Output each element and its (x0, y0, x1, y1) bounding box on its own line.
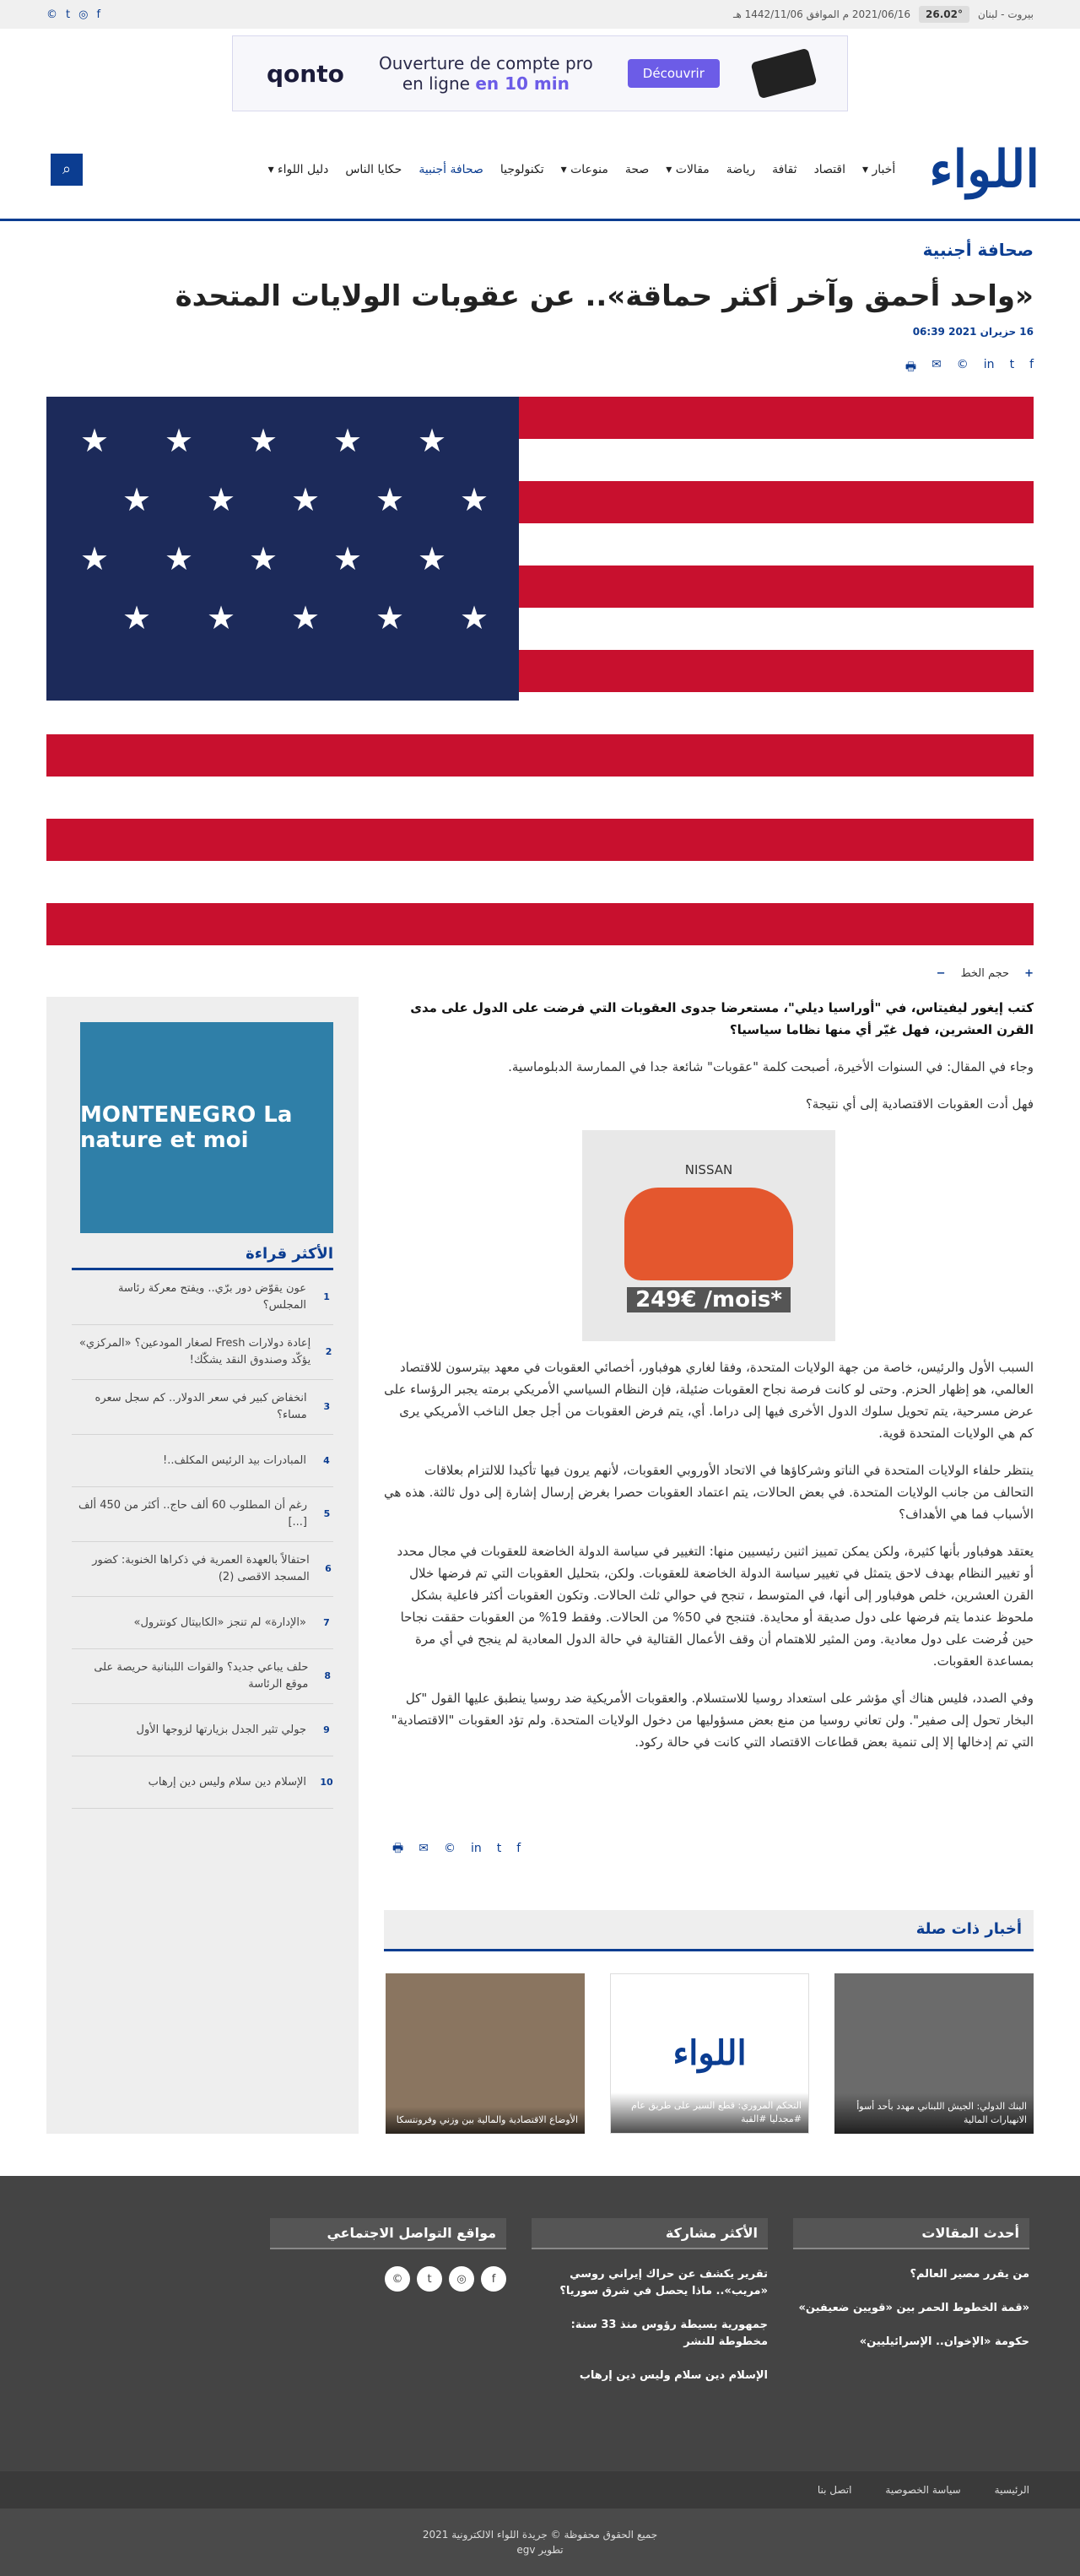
instagram-icon[interactable]: ◎ (449, 2266, 474, 2292)
developer-credit: تطوير egv (516, 2544, 564, 2556)
nav-item-people-stories[interactable]: حكايا الناس (345, 162, 402, 176)
most-read-item[interactable]: 6 احتفالاً بالعهدة العمرية في ذكراها الخنوبة: كضور المسجد الاقصى (2) (72, 1542, 333, 1597)
related-card[interactable] (386, 1973, 585, 2134)
article-paragraph: وجاء في المقال: في السنوات الأخيرة، أصبحت كلمة "عقوبات" شائعة جدا في الممارسة الدبلوماسية. (508, 1059, 1034, 1074)
article-body (384, 997, 1034, 2134)
footer-social (270, 2218, 506, 2429)
footer-latest-title: أحدث المقالات (793, 2218, 1029, 2249)
related-card-logo: اللواء (672, 2033, 747, 2073)
ad-text (379, 53, 593, 94)
most-read-item-title: عون يقوّض دور برّي.. ويفتح معركة رئاسة المجلس؟ (117, 1282, 307, 1312)
search-button[interactable] (51, 154, 83, 186)
most-read-title: الأكثر قراءة (72, 1245, 333, 1270)
facebook-icon[interactable]: f (481, 2266, 506, 2292)
main-nav (116, 163, 895, 176)
linkedin-icon[interactable]: in (470, 1842, 482, 1855)
hero-image-us-flag: ★ ★ ★ ★ ★ ★ ★ ★ ★ ★ ★ ★ ★ ★ ★ ★ ★ ★ ★ ★ (46, 397, 1034, 952)
footer-shared-title: الأكثر مشاركة (532, 2218, 768, 2249)
linkedin-icon[interactable]: in (983, 358, 995, 371)
email-icon[interactable]: ✉ (932, 358, 942, 371)
site-logo[interactable]: اللواء (929, 139, 1040, 199)
nav-item-health[interactable]: صحة (624, 162, 650, 176)
most-read-item-title: إعادة دولارات Fresh لصغار المودعين؟ «المركزي» يؤكّد وصندوق النقد يشكّك! (78, 1337, 311, 1366)
article-paragraph: السبب الأول والرئيس، خاصة من جهة الولايات المتحدة، وفقا لغاري هوفباور، أخصائي العقوبات في معهد بيترسون للاقتصاد العالمي، هو إظهار الحزم. وحتى لو كانت فرصة نجاح العقوبات ضئيلة، فإن النظام السياسي الأمريكي برمته يجبر الرؤساء على عرض مسرحية، يتم تحويل سلوك الدول الأخرى فيها إلى دراما. أي، يتم فرض العقوبات من أجل جعل الناخب الأمريكي يرى كم هي الولايات المتحدة قوية. (384, 1360, 1034, 1441)
flag-canton (46, 397, 519, 701)
most-read-item[interactable]: 10 الإسلام دين سلام وليس دين إرهاب (72, 1756, 333, 1809)
ad-cta-button[interactable]: Découvrir (628, 59, 720, 88)
footer-most-shared (532, 2218, 768, 2429)
twitter-icon[interactable]: t (417, 2266, 442, 2292)
most-read-item[interactable]: 5 رغم أن المطلوب 60 ألف حاج.. أكثر من 450 ألف [...] (72, 1487, 333, 1542)
ad-card-image (750, 48, 817, 100)
print-icon[interactable]: 🖶 (392, 1842, 404, 1855)
inline-ad-car-image (624, 1188, 793, 1280)
related-card[interactable] (610, 1973, 809, 2134)
twitter-icon[interactable]: t (1009, 358, 1015, 371)
sidebar-ad[interactable]: MONTENEGRO La nature et moi (80, 1022, 333, 1233)
article-paragraph: وفي الصدد، فليس هناك أي مؤشر على استعداد روسيا للاستسلام. والعقوبات الأمريكية ضد روسيا ينطبق عليها القول "كل البخار تحول إلى صفير". ولن تعاني روسيا من منع بعض مسؤوليها من دخول الولايات المتحدة. ولم تؤد العقوبات "الاقتصادية" التي تم إدخالها إلا إلى تنمية بعض قطاعات الاقتصاد التي كانت في حالة ركود. (391, 1691, 1034, 1750)
copyright (0, 2508, 1080, 2576)
article-paragraph: كتب إيغور ليفيتاس، في "أوراسيا ديلي"، مستعرضا جدوى العقوبات التي فرضت على الدول على مدى القرن العشرين، فهل غيّر أي منها نظاما سياسيا؟ (410, 1000, 1034, 1037)
date-text: 2021/06/16 م الموافق 1442/11/06 هـ (732, 8, 911, 20)
footer-social-title: مواقع التواصل الاجتماعي (270, 2218, 506, 2249)
related-card-title: البنك الدولي: الجيش اللبناني مهدد بأحد أسوأ الانهيارات المالية (834, 2093, 1034, 2134)
most-read-item-title: حلف يباعي جديد؟ والقوات اللبنانية حريصة على موقع الرئاسة (94, 1661, 309, 1691)
footer-latest (793, 2218, 1029, 2429)
whatsapp-icon[interactable]: © (46, 8, 57, 21)
most-read-item-title: الإسلام دين سلام وليس دين إرهاب (148, 1775, 306, 1789)
share-bar-bottom (384, 1837, 1034, 1859)
footer-social-icons (270, 2266, 506, 2292)
top-bar (0, 0, 1080, 29)
nav-item-guide[interactable]: دليل اللواء ▾ (267, 162, 329, 176)
top-social-icons (46, 8, 100, 21)
facebook-icon[interactable]: f (96, 8, 101, 21)
article-layout (46, 997, 1034, 2134)
font-increase-button[interactable]: + (1024, 967, 1034, 980)
footer-contact-link[interactable]: اتصل بنا (817, 2484, 852, 2496)
nav-item-culture[interactable]: ثقافة (772, 162, 797, 176)
twitter-icon[interactable]: t (66, 8, 71, 21)
most-read-item[interactable]: 9 جولي تثير الجدل بزيارتها لزوجها الأول (72, 1704, 333, 1756)
footer-bottom-links (0, 2471, 1080, 2508)
whatsapp-icon[interactable]: © (385, 2266, 410, 2292)
nav-item-news[interactable]: أخبار ▾ (862, 162, 896, 176)
most-read-item-title: جولي تثير الجدل بزيارتها لزوجها الأول (136, 1723, 306, 1736)
article-paragraph: ينتظر حلفاء الولايات المتحدة في الناتو وشركاؤها في الاتحاد الأوروبي العقوبات، لأنهم يرون فيها تأكيدا للالتزام بعلاقات التحالف من جانب الولايات المتحدة. في بعض الحالات، يتم اعتماد العقوبات حصرا بغرض إرسال إشارة إلى دول ثالثة. هذه هي الأسباب فما هي الأهداف؟ (383, 1463, 1034, 1522)
related-news-title: أخبار ذات صلة (384, 1910, 1034, 1951)
section-label[interactable]: صحافة أجنبية (922, 240, 1034, 260)
footer-privacy-link[interactable]: سياسة الخصوصية (885, 2484, 961, 2496)
ad-text-line1: Ouverture de compte pro (378, 53, 593, 73)
related-news (384, 1910, 1034, 2134)
footer (0, 2176, 1080, 2471)
copyright-text: جميع الحقوق محفوظة © جريدة اللواء الالكترونية 2021 (422, 2529, 658, 2541)
related-card-title: التحكم المروري: قطع السير على طريق عام #مجدليا #القبة (611, 2092, 808, 2133)
site-header (0, 120, 1080, 221)
whatsapp-icon[interactable]: © (443, 1842, 456, 1855)
ad-text-highlight: en 10 min (475, 73, 570, 94)
most-read-item-title: «الإدارة» لم تنجز «الكابيتال كونترول» (133, 1615, 306, 1629)
nav-item-foreign-press[interactable]: صحافة أجنبية (418, 162, 483, 176)
most-read-item[interactable]: 7 «الإدارة» لم تنجز «الكابيتال كونترول» (72, 1597, 333, 1649)
most-read-item[interactable]: 3 انخفاض كبير في سعر الدولار.. كم سجل سعره مساء؟ (72, 1380, 333, 1435)
search-icon: ⌕ (62, 160, 72, 178)
instagram-icon[interactable]: ◎ (78, 8, 89, 21)
print-icon[interactable]: 🖶 (904, 360, 917, 374)
top-info (733, 6, 1034, 23)
nav-item-articles[interactable]: مقالات ▾ (666, 162, 710, 176)
related-card-title: الأوضاع الاقتصادية والمالية بين وزني وفرونتسكا (386, 2107, 585, 2134)
article-paragraph: فهل أدت العقوبات الاقتصادية إلى أي نتيجة؟ (805, 1096, 1034, 1112)
email-icon[interactable]: ✉ (418, 1842, 429, 1855)
most-read-item[interactable]: 4 المبادرات بيد الرئيس المكلف..! (72, 1435, 333, 1487)
most-read-item-title: انخفاض كبير في سعر الدولار.. كم سجل سعره مساء؟ (94, 1392, 307, 1421)
nav-item-economy[interactable]: اقتصاد (813, 162, 846, 176)
sidebar (46, 997, 359, 2134)
footer-link[interactable]: حكومة «الإخوان.. الإسرائيليين» (859, 2335, 1029, 2348)
article-title: «واحد أحمق وآخر أكثر حماقة».. عن عقوبات الولايات المتحدة (175, 279, 1034, 313)
article-date: 16 حزيران 2021 06:39 (912, 326, 1034, 338)
inline-ad-brand: NISSAN (684, 1162, 733, 1177)
footer-link[interactable]: جمهورية بسيطة رؤوس منذ 33 سنة: مخطوطة للنشر (570, 2319, 768, 2348)
top-ad-banner[interactable] (232, 35, 848, 111)
font-size-label: حجم الخط (960, 967, 1010, 980)
font-size-controls (46, 967, 1034, 980)
footer-home-link[interactable]: الرئيسية (994, 2484, 1029, 2496)
most-read-item-title: المبادرات بيد الرئيس المكلف..! (162, 1453, 306, 1467)
footer-link[interactable]: «قمة الخطوط الحمر بين «قويين ضعيفين» (798, 2302, 1029, 2314)
related-card[interactable] (834, 1973, 1034, 2134)
inline-ad[interactable] (582, 1130, 835, 1341)
share-bar-top (46, 358, 1034, 378)
location-text: بيروت - لبنان (978, 8, 1034, 20)
inline-ad-price: 249€ /mois* (627, 1287, 791, 1312)
footer-link[interactable]: تقرير يكشف عن حراك إيراني روسي «مريب».. ماذا يحصل في شرق سوريا؟ (559, 2268, 768, 2297)
article-paragraph: يعتقد هوفباور بأنها كثيرة، ولكن يمكن تمييز اثنين رئيسيين منها: التغيير في سياسة الدولة الخاضعة للعقوبات في مجال محدد أو تغيير النظام بهدف لاحق يتمثل في تغيير سياسة الدولة الخاضعة للعقوبات. ولكن، بتحليل العقوبات التي تم فرضها خلال القرن العشرين، خلص هوفباور إلى أنها، في المتوسط ، تنجح في حوالي ثلث الحالات. وتكون العقوبات أكثر فاعلية بشكل ملحوظ عندما يتم فرضها على دول صديقة أو محايدة. فتنجح في 50% من الحالات. وفقط 19% من العقوبات حققت نجاحا حين فُرضت على دول معادية. ومن المثير للاهتمام أن وقف الأعمال القتالية في حالة الدول المعادية لم ينجح في أي مرة بمساعدة العقوبات. (397, 1544, 1034, 1669)
main-content (0, 240, 1080, 2134)
nav-item-misc[interactable]: منوعات ▾ (560, 162, 608, 176)
footer-link[interactable]: من يقرر مصير العالم؟ (910, 2268, 1029, 2281)
twitter-icon[interactable]: t (496, 1842, 502, 1855)
nav-item-sports[interactable]: رياضة (726, 162, 756, 176)
footer-link[interactable]: الإسلام دين سلام وليس دين إرهاب (579, 2369, 768, 2382)
most-read-item[interactable]: 2 إعادة دولارات Fresh لصغار المودعين؟ «المركزي» يؤكّد وصندوق النقد يشكّك! (72, 1325, 333, 1380)
facebook-icon[interactable]: f (516, 1842, 521, 1855)
temperature-badge: 26.02° (919, 6, 969, 23)
most-read-item-title: احتفالاً بالعهدة العمرية في ذكراها الخنوبة: كضور المسجد الاقصى (2) (92, 1554, 310, 1583)
ad-brand: qonto (267, 59, 344, 88)
most-read-item[interactable]: 1 عون يقوّض دور برّي.. ويفتح معركة رئاسة المجلس؟ (72, 1270, 333, 1325)
related-cards (384, 1973, 1034, 2134)
most-read-item[interactable]: 8 حلف يباعي جديد؟ والقوات اللبنانية حريصة على موقع الرئاسة (72, 1649, 333, 1704)
nav-item-technology[interactable]: تكنولوجيا (500, 162, 544, 176)
whatsapp-icon[interactable]: © (956, 358, 969, 371)
font-decrease-button[interactable]: − (936, 967, 946, 980)
ad-text-line2: en ligne (402, 73, 470, 94)
most-read-item-title: رغم أن المطلوب 60 ألف حاج.. أكثر من 450 ألف [...] (78, 1499, 307, 1529)
facebook-icon[interactable]: f (1029, 358, 1034, 371)
